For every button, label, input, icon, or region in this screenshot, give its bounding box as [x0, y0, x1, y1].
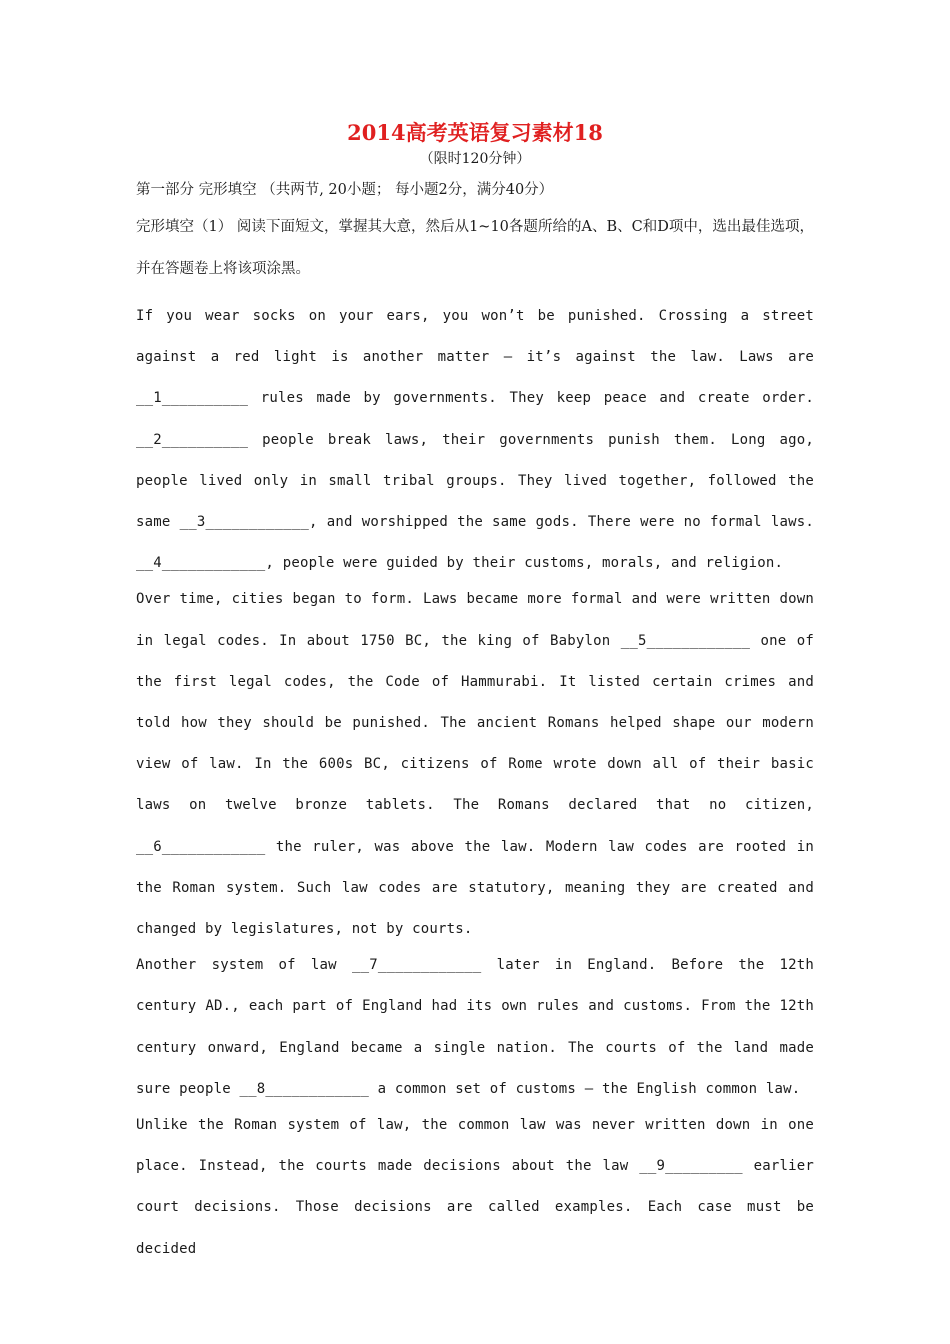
time-limit-note: （限时120分钟） [419, 151, 531, 167]
passage-paragraph-3: Another system of law __7____________ later in England. Before the 12th century AD., each part of England had its own rules and customs. From the 12th century onward, England became a single nation. The courts of the land made sure people __8____________ a common set of customs — the English common law. [136, 957, 814, 1097]
document-page [136, 118, 814, 1270]
section-heading: 第一部分 完形填空 （共两节, 20小题； 每小题2分，满分40分） [136, 182, 554, 198]
document-title: 2014高考英语复习素材18 [347, 120, 603, 145]
passage-paragraph-1: If you wear socks on your ears, you won’t be punished. Crossing a street against a red light is another matter — it’s against the law. Laws are __1__________ rules made by governments. They keep peace and create order. __2__________ people break laws, their governments punish them. Long ago, people lived only in small tribal groups. They lived together, followed the same __3____________, and worshipped the same gods. There were no formal laws. __4____________, people were guided by their customs, morals, and religion. [136, 308, 814, 572]
passage-paragraph-2: Over time, cities began to form. Laws became more formal and were written down in legal codes. In about 1750 BC, the king of Babylon __5____________ one of the first legal codes, the Code of Hammurabi. It listed certain crimes and told how they should be punished. The ancient Romans helped shape our modern view of law. In the 600s BC, citizens of Rome wrote down all of their basic laws on twelve bronze tablets. The Romans declared that no citizen, __6____________ the ruler, was above the law. Modern law codes are rooted in the Roman system. Such law codes are statutory, meaning they are created and changed by legislatures, not by courts. [136, 591, 814, 938]
cloze-instruction: 完形填空（1） 阅读下面短文，掌握其大意，然后从1~10各题所给的A、B、C和D项中，选出最佳选项，并在答题卷上将该项涂黑。 [136, 219, 814, 277]
passage-paragraph-4: Unlike the Roman system of law, the common law was never written down in one place. Instead, the courts made decisions about the law __9_________ earlier court decisions. Those decisions are called examples. Each case must be decided [136, 1117, 814, 1257]
